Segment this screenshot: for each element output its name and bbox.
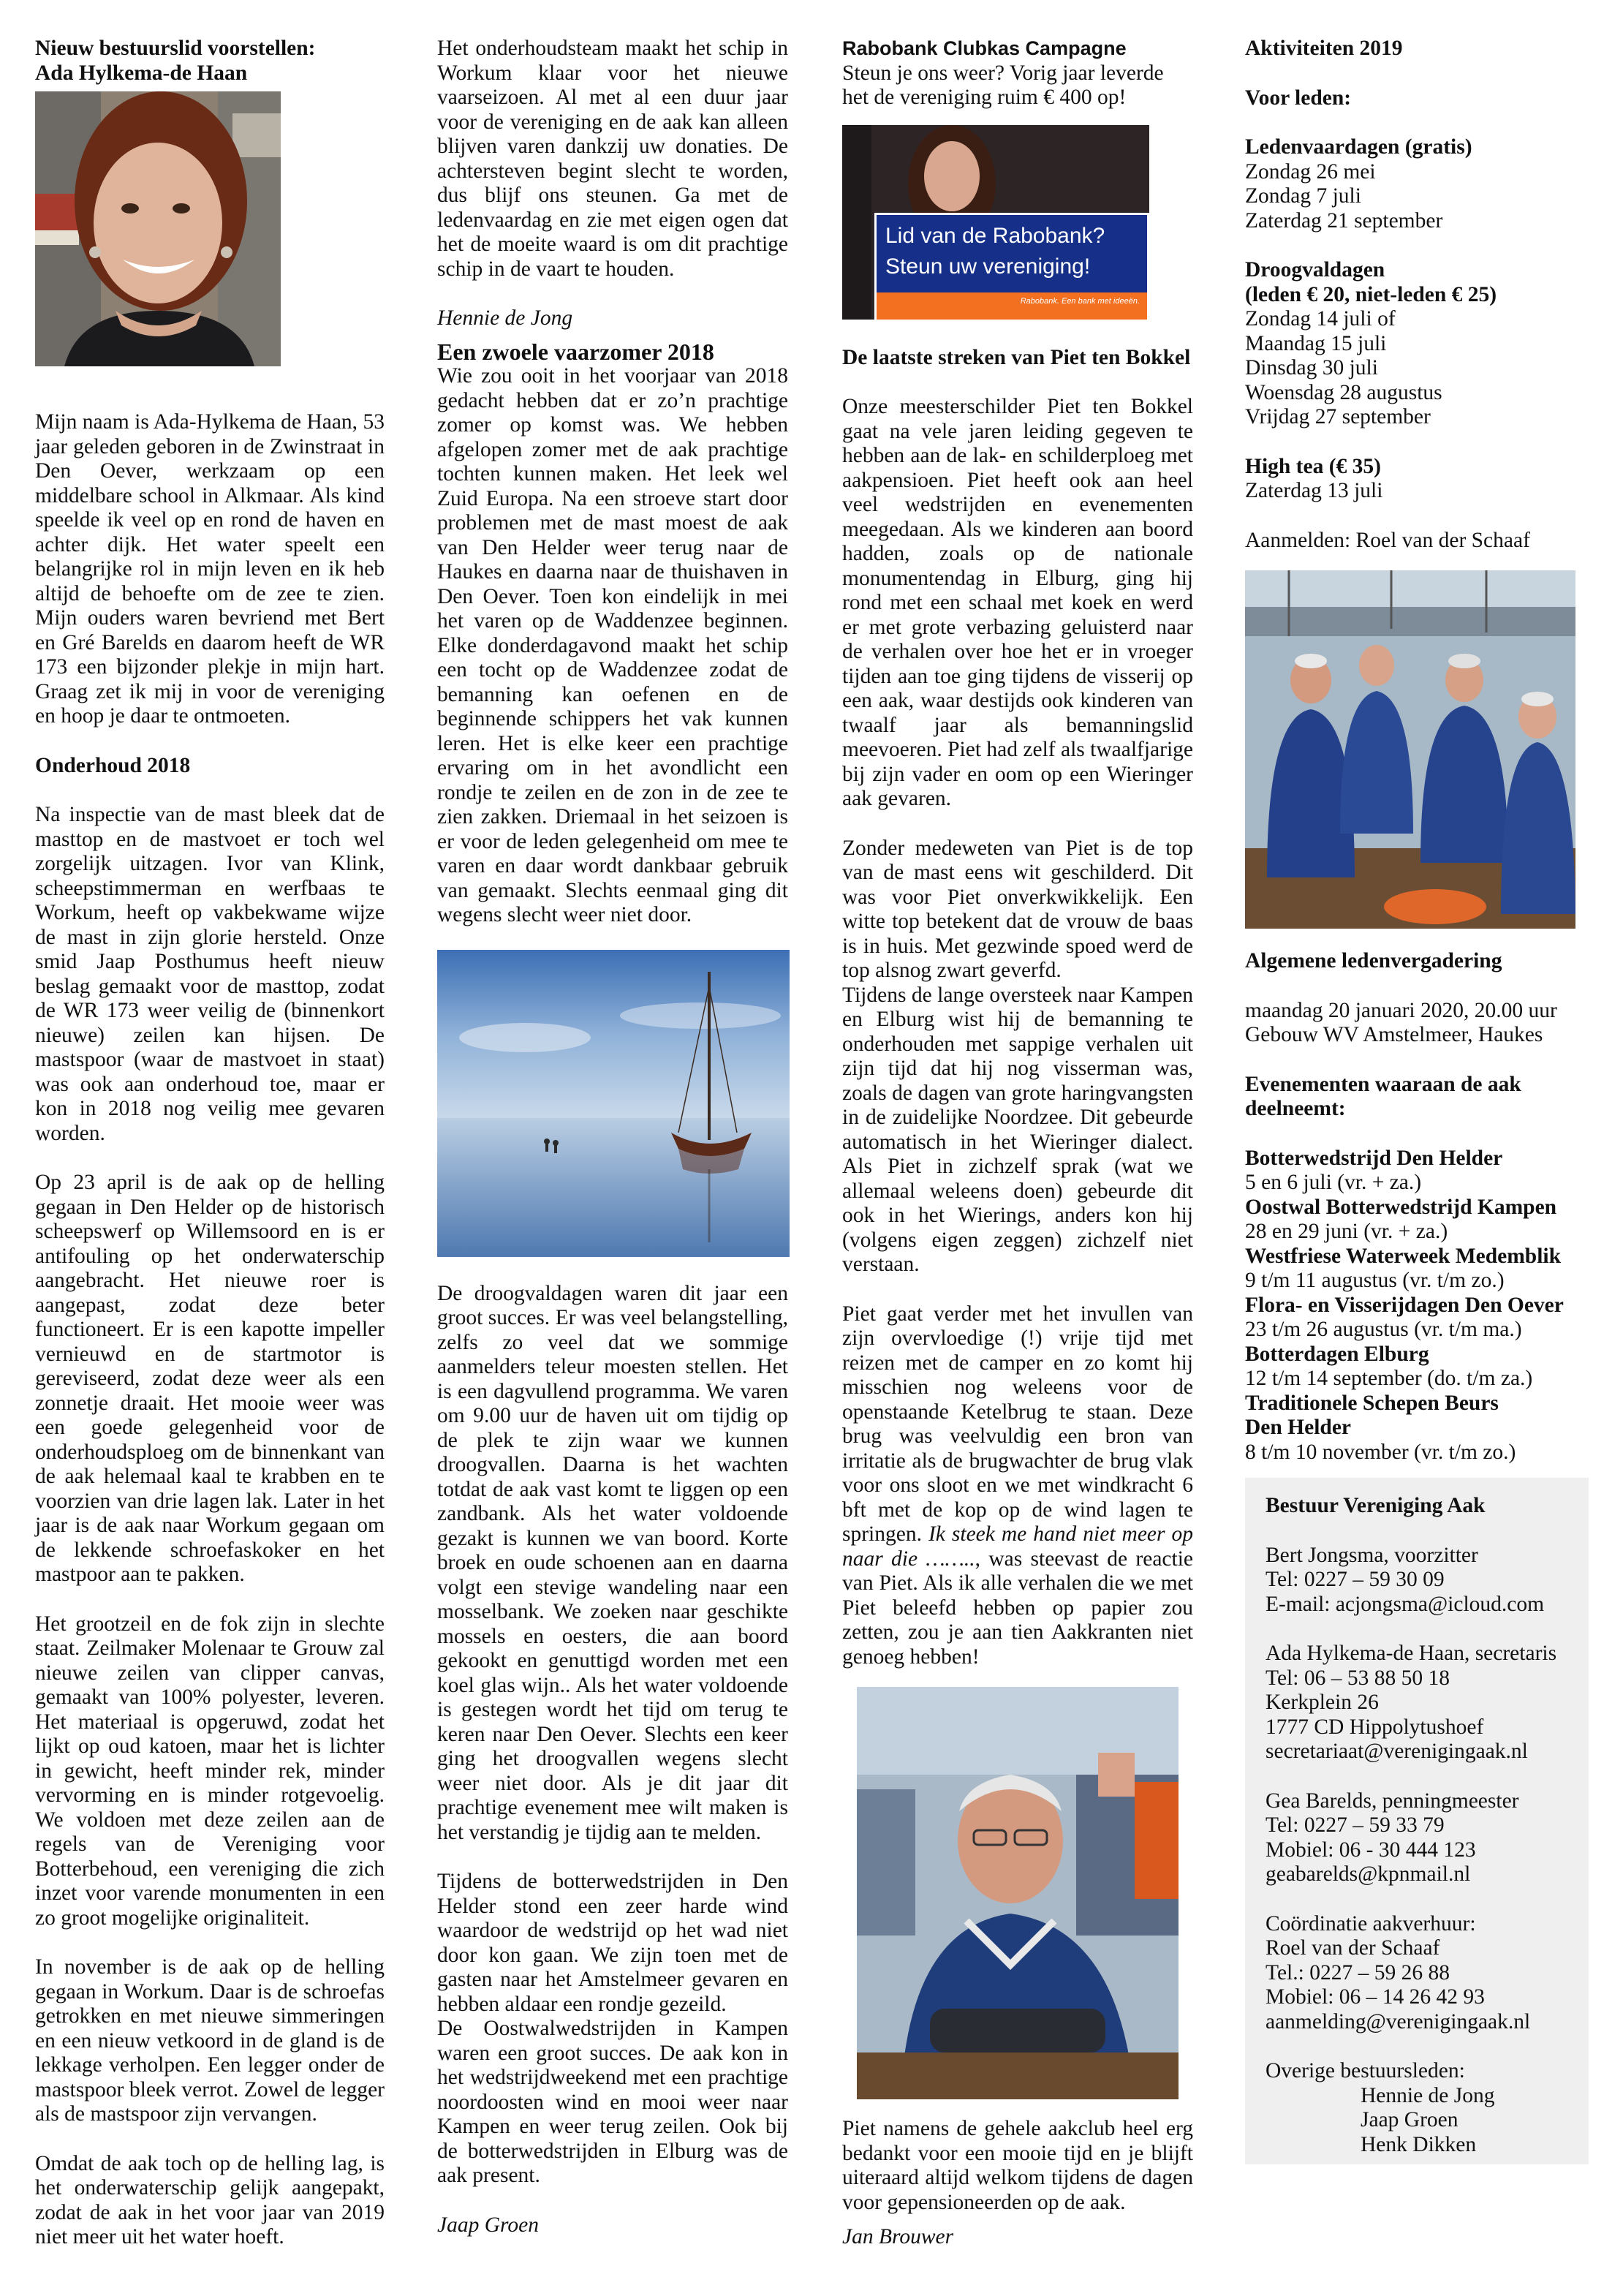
rabobank-ad-tagline: Rabobank. Een bank met ideeën.: [1020, 297, 1140, 306]
piet-paragraph-1: Onze meesterschilder Piet ten Bokkel gaat na vele jaren leiding gegeven te hebben aan de lak- en schilderploeg met aakpensioen. Piet heeft ook aan heel veel wedstrijden en evenementen meegedaan. Als we kinderen aan boord hadden, zoals op de nationale monumentendag in Elburg, ging hij rond met een schaal met koek en werd er met grote verbazing geluisterd naar de verhalen over hoe het er in vroeger tijden aan toe ging tijdens de visserij op een aak, waar destijds ook kinderen van twaalf jaar als bemanningslid meevoeren. Piet had zelf als twaalfjarige bij zijn vader en oom op een Wieringer aak gevaren.: [842, 395, 1193, 810]
overige-member-1: Hennie de Jong: [1361, 2083, 1495, 2107]
bestuur-4-line-1: Coördinatie aakverhuur:: [1266, 1911, 1476, 1936]
bestuur-3-email: geabarelds@kpnmail.nl: [1266, 1862, 1471, 1886]
event-date-6: 8 t/m 10 november (vr. t/m zo.): [1245, 1440, 1516, 1464]
signature-jaap: Jaap Groen: [437, 2213, 540, 2237]
onderhoud-title: Onderhoud 2018: [35, 753, 191, 777]
bestuur-2-line-1: Ada Hylkema-de Haan, secretaris: [1266, 1642, 1557, 1665]
rabo-title: Rabobank Clubkas Campagne: [842, 37, 1127, 59]
overige-member-2: Jaap Groen: [1361, 2108, 1459, 2131]
alv-location: Gebouw WV Amstelmeer, Haukes: [1245, 1023, 1543, 1046]
onderhoud-paragraph-4: In november is de aak op de helling gegaan in Workum. Daar is de schroefas getrokken en met nieuwe simmeringen en een nieuw vetkoord in de gland is de lekkage verholpen. Een legger onder de mastspoor bleek verrot. Zowel de legger als de mastspoor zijn vervangen.: [35, 1955, 385, 2126]
piet-paragraph-3: Tijdens de lange oversteek naar Kampen en Elburg wist hij de bemanning te onderhouden met sappige verhalen uit zijn tijd dat hij nog visserman was, zoals de dagen van grote haringvangsten in de zuidelijke Noordzee. Dit gebeurde automatisch in het Wieringer dialect. Als Piet in zichzelf sprak (wat we allemaal weleens doen) gebeurde dit ook in het Wierings, anders kon hij (volgens eigen zeggen) zichzelf niet verstaan.: [842, 983, 1193, 1276]
signature-jan: Jan Brouwer: [842, 2225, 954, 2248]
piet-paragraph-4: Piet gaat verder met het invullen van zijn overvloedige (!) vrije tijd met reizen met de camper en zo komt hij misschien nog weleens voor de openstaande Ketelbrug te staan. Deze brug was veelvuldig een bron van irritatie als de brugwachter de brug vlak voor ons sloot en we met windkracht 6 bft met de kop op de wind lagen te springen. Ik steek me hand niet meer op naar die …….., was steevast de reactie van Piet. Als ik alle verhalen die we met Piet beleefd hebben op papier zou zetten, zou je aan tien Aakkranten niet genoeg hebben!: [842, 1302, 1194, 1669]
alv-title: Algemene ledenvergadering: [1245, 949, 1502, 973]
column-3: [842, 37, 1193, 2250]
rabo-text: Steun je ons weer? Vorig jaar leverde het de vereniging ruim € 400 op!: [842, 61, 1164, 109]
rabobank-ad-line-1: Lid van de Rabobank?: [885, 223, 1105, 248]
ledenvaardag-3: Zaterdag 21 september: [1245, 208, 1443, 233]
piet-paragraph-5: Piet namens de gehele aakclub heel erg bedankt voor een mooie tijd en je blijft uiteraard altijd welkom tijdens de dagen voor gepensioneerden op de aak.: [842, 2117, 1193, 2214]
droogvaldag-2: Maandag 15 juli: [1245, 331, 1387, 355]
bestuur-2-line-2: Tel: 06 – 53 88 50 18: [1266, 1666, 1450, 1690]
crew-photo: [1245, 570, 1575, 929]
rabobank-ad: [842, 125, 1149, 320]
bestuur-3-line-2: Tel: 0227 – 59 33 79: [1266, 1813, 1445, 1837]
signature-hennie: Hennie de Jong: [437, 306, 573, 330]
bestuur-4-line-2: Roel van der Schaaf: [1266, 1936, 1440, 1960]
bestuur-2-line-3: Kerkplein 26: [1266, 1691, 1379, 1714]
onderhoud-paragraph-2: Op 23 april is de aak op de helling gegaan in Den Helder op de historisch scheepswerf op Willemsoord en is er antifouling op het onderwaterschip aangebracht. Het nieuwe roer is aangepast, zodat deze beter functioneert. Er is een kapotte impeller vernieuwd en de startmotor is gereviseerd, zodat deze weer als een zonnetje draait. Het mooie weer was een goede gelegenheid voor de onderhoudsploeg om de binnenkant van de aak helemaal kaal te krabben en te voorzien van drie lagen lak. Later in het jaar is de aak naar Workum gegaan om de lekkende schroefaskoker en het mastpoor aan te pakken.: [35, 1171, 385, 1586]
bestuur-1-email: E-mail: acjongsma@icloud.com: [1266, 1592, 1545, 1616]
hightea-title: High tea (€ 35): [1245, 454, 1381, 478]
bestuur-1-line-1: Bert Jongsma, voorzitter: [1266, 1543, 1478, 1567]
overige-member-3: Henk Dikken: [1361, 2132, 1477, 2156]
hightea-date: Zaterdag 13 juli: [1245, 479, 1383, 502]
vaarzomer-paragraph-2: De droogvaldagen waren dit jaar een groot succes. Er was veel belangstelling, zelfs zo veel dat we sommige aanmelders teleur moesten stellen. Het is een dagvullend programma. We varen om 9.00 uur de haven uit om tijdig op de plek te zijn waar we kunnen droogvallen. Daarna is het wachten totdat de aak vast komt te liggen op een zandbank. Als het water voldoende gezakt is kunnen we van boord. Korte broek en oude schoenen aan en daarna volgt een stevige wandeling naar een mosselbank. We zoeken naar geschikte mossels en oesters, die aan boord gekookt en genuttigd worden met een koel glas wijn.. Als het water voldoende is gestegen wordt het tijd om terug te keren naar Den Oever. Slechts een keer ging het droogvallen wegens slecht weer niet door. Als je dit jaar dit prachtige evenement mee wilt maken is het verstandig je tijdig aan te melden.: [437, 1281, 788, 1844]
bestuur-4-line-4: Mobiel: 06 – 14 26 42 93: [1266, 1985, 1485, 2009]
column-2: [437, 37, 788, 2238]
onderhoud-continued: Het onderhoudsteam maakt het schip in Workum klaar voor het nieuwe vaarseizoen. Al met al een duur jaar voor de vereniging en de aak kan alleen blijven varen dankzij uw donaties. De achtersteven begint slecht te worden, dus blijf ons steunen. Ga met de ledenvaardag en zie met eigen ogen dat het de moeite waard is om dit prachtige schip in de vaart te houden.: [437, 37, 788, 281]
droogvaldagen-prices: (leden € 20, niet-leden € 25): [1245, 282, 1497, 306]
rabobank-ad-card: [874, 213, 1149, 320]
event-date-2: 28 en 29 juni (vr. + za.): [1245, 1220, 1448, 1243]
overige-title: Overige bestuursleden:: [1266, 2059, 1465, 2082]
onderhoud-paragraph-1: Na inspectie van de mast bleek dat de masttop en de mastvoet er toch wel zorgelijk uitzagen. Ivor van Klink, scheepstimmerman en werfbaas te Workum, heeft op vakbekwame wijze de mast in zijn glorie hersteld. Onze smid Jaap Posthumus heeft nieuw beslag gemaakt voor de masttop, zodat de WR 173 weer veilig de (binnenkort nieuwe) zeilen kan hijsen. De mastspoor (waar de mastvoet in staat) was ook aan onderhoud toe, maar er kon in 2018 nog veilig mee gevaren worden.: [35, 803, 385, 1145]
event-date-3: 9 t/m 11 augustus (vr. t/m zo.): [1245, 1269, 1505, 1292]
event-name-4: Flora- en Visserijdagen Den Oever: [1245, 1293, 1564, 1317]
event-name-6-line-2: Den Helder: [1245, 1416, 1352, 1439]
event-name-1: Botterwedstrijd Den Helder: [1245, 1146, 1503, 1170]
bestuur-box: [1245, 1478, 1589, 2164]
bestuur-4-email: aanmelding@verenigingaak.nl: [1266, 2009, 1531, 2033]
vaarzomer-title: Een zwoele vaarzomer 2018: [437, 338, 714, 365]
intro-title: Nieuw bestuurslid voorstellen:: [35, 37, 316, 60]
event-date-1: 5 en 6 juli (vr. + za.): [1245, 1171, 1422, 1194]
droogvaldag-4: Woensdag 28 augustus: [1245, 380, 1442, 404]
boat-wadden-photo: [437, 950, 790, 1257]
events-title: Evenementen waaraan de aak deelneemt:: [1245, 1072, 1521, 1120]
droogvaldag-5: Vrijdag 27 september: [1245, 405, 1431, 428]
bestuur-title: Bestuur Vereniging Aak: [1266, 1494, 1486, 1517]
voor-leden-label: Voor leden:: [1245, 86, 1352, 110]
intro-text: Mijn naam is Ada-Hylkema de Haan, 53 jaar geleden geboren in de Zwinstraat in Den Oever, werkzaam op een middelbare school in Alkmaar. Als kind speelde ik veel op en rond de haven en achter dijk. Het water speelt een belangrijke rol in mijn leven en ik heb altijd de behoefte om de zee te zien. Mijn ouders waren bevriend met Bert en Gré Barelds en daarom heeft de WR 173 een bijzonder plekje in mijn hart. Graag zet ik mij in voor de vereniging en hoop je daar te ontmoeten.: [35, 410, 385, 728]
intro-name: Ada Hylkema-de Haan: [35, 61, 248, 85]
piet-portrait-photo: [857, 1687, 1179, 2099]
event-name-5: Botterdagen Elburg: [1245, 1342, 1429, 1366]
event-name-2: Oostwal Botterwedstrijd Kampen: [1245, 1195, 1557, 1219]
bestuur-3-line-1: Gea Barelds, penningmeester: [1266, 1789, 1519, 1813]
ledenvaardag-1: Zondag 26 mei: [1245, 159, 1376, 184]
event-date-5: 12 t/m 14 september (do. t/m za.): [1245, 1367, 1533, 1390]
column-1: [35, 37, 385, 2250]
ledenvaardag-2: Zondag 7 juli: [1245, 184, 1361, 208]
droogvaldag-1: Zondag 14 juli of: [1245, 307, 1396, 331]
onderhoud-paragraph-3: Het grootzeil en de fok zijn in slechte staat. Zeilmaker Molenaar te Grouw zal nieuwe zeilen van clipper canvas, gemaakt van 100% polyester, leveren. Het materiaal is opgeruwd, zodat het lijkt op oud katoen, maar het is lichter in gewicht, heeft minder rek, minder vervorming en is minder rotgevoelig. We voldoen met deze zeilen aan de regels van de Vereniging voor Botterbehoud, een vereniging die zich inzet voor varende monumenten in een zo groot mogelijke originaliteit.: [35, 1612, 385, 1930]
aanmelden-line: Aanmelden: Roel van der Schaaf: [1245, 528, 1530, 552]
vaarzomer-paragraph-3: Tijdens de botterwedstrijden in Den Helder stond een zeer harde wind waardoor de wedstrijd op het wad niet door kon gaan. We zijn toen met de gasten naar het Amstelmeer gevaren en hebben aldaar een rondje gezeild.: [437, 1870, 788, 2016]
bestuur-3-line-3: Mobiel: 06 - 30 444 123: [1266, 1838, 1476, 1862]
portrait-photo-ada: [35, 91, 281, 366]
vaarzomer-paragraph-1: Wie zou ooit in het voorjaar van 2018 gedacht hebben dat er zo’n prachtige zomer op komst was. We hebben afgelopen zomer met de aak prachtige tochten kunnen maken. Het leek wel Zuid Europa. Na een stroeve start door problemen met de mast moest de aak van Den Helder weer terug naar de Haukes en daarna naar de thuishaven in Den Oever. Toen kon eindelijk in mei het varen op de Waddenzee beginnen. Elke donderdagavond maakt het schip een tocht op de Waddenzee zodat de bemanning kan oefenen en de beginnende schippers het vak kunnen leren. Het is elke keer een prachtige ervaring om in het avondlicht een rondje te zeilen en de zon in de zee te zien zakken. Driemaal in het seizoen is er voor de leden gelegenheid om mee te varen en daar wordt dankbaar gebruik van gemaakt. Slechts eenmaal ging dit wegens slecht weer niet door.: [437, 364, 788, 926]
onderhoud-paragraph-5: Omdat de aak toch op de helling lag, is het onderwaterschip gelijk aangepakt, zodat de aak in het voor jaar van 2019 niet meer uit het water hoeft.: [35, 2151, 385, 2248]
droogvaldag-3: Dinsdag 30 juli: [1245, 356, 1378, 379]
event-name-6: Traditionele Schepen Beurs: [1245, 1391, 1499, 1415]
piet-quote: Ik steek me hand niet meer op naar die ……..: [842, 1522, 1194, 1571]
bestuur-2-line-4: 1777 CD Hippolytushoef: [1266, 1715, 1484, 1739]
droogvaldagen-title: Droogvaldagen: [1245, 258, 1385, 282]
event-name-3: Westfriese Waterweek Medemblik: [1245, 1244, 1562, 1268]
ledenvaardagen-title: Ledenvaardagen (gratis): [1245, 135, 1472, 159]
activities-title: Aktiviteiten 2019: [1245, 37, 1403, 60]
rabobank-ad-line-2: Steun uw vereniging!: [885, 254, 1091, 279]
bestuur-4-line-3: Tel.: 0227 – 59 26 88: [1266, 1960, 1450, 1985]
alv-date: maandag 20 januari 2020, 20.00 uur: [1245, 998, 1557, 1022]
bestuur-2-email: secretariaat@verenigingaak.nl: [1266, 1740, 1528, 1763]
vaarzomer-paragraph-4: De Oostwalwedstrijden in Kampen waren een groot succes. De aak kon in het wedstrijdweekend met een prachtige noordoosten wind en mooi weer naar Kampen en weer terug zeilen. Ook bij de botterwedstrijden in Elburg was de aak present.: [437, 2017, 788, 2187]
piet-title: De laatste streken van Piet ten Bokkel: [842, 345, 1191, 369]
column-4: [1245, 37, 1589, 2164]
event-date-4: 23 t/m 26 augustus (vr. t/m ma.): [1245, 1318, 1522, 1341]
piet-paragraph-2: Zonder medeweten van Piet is de top van de mast eens wit geschilderd. Dit was voor Piet onverkwikkelijk. Een witte top betekent dat de vrouw de baas is in huis. Met gezwinde spoed werd de top alsnog zwart geverfd.: [842, 836, 1193, 982]
bestuur-1-line-2: Tel: 0227 – 59 30 09: [1266, 1568, 1445, 1591]
